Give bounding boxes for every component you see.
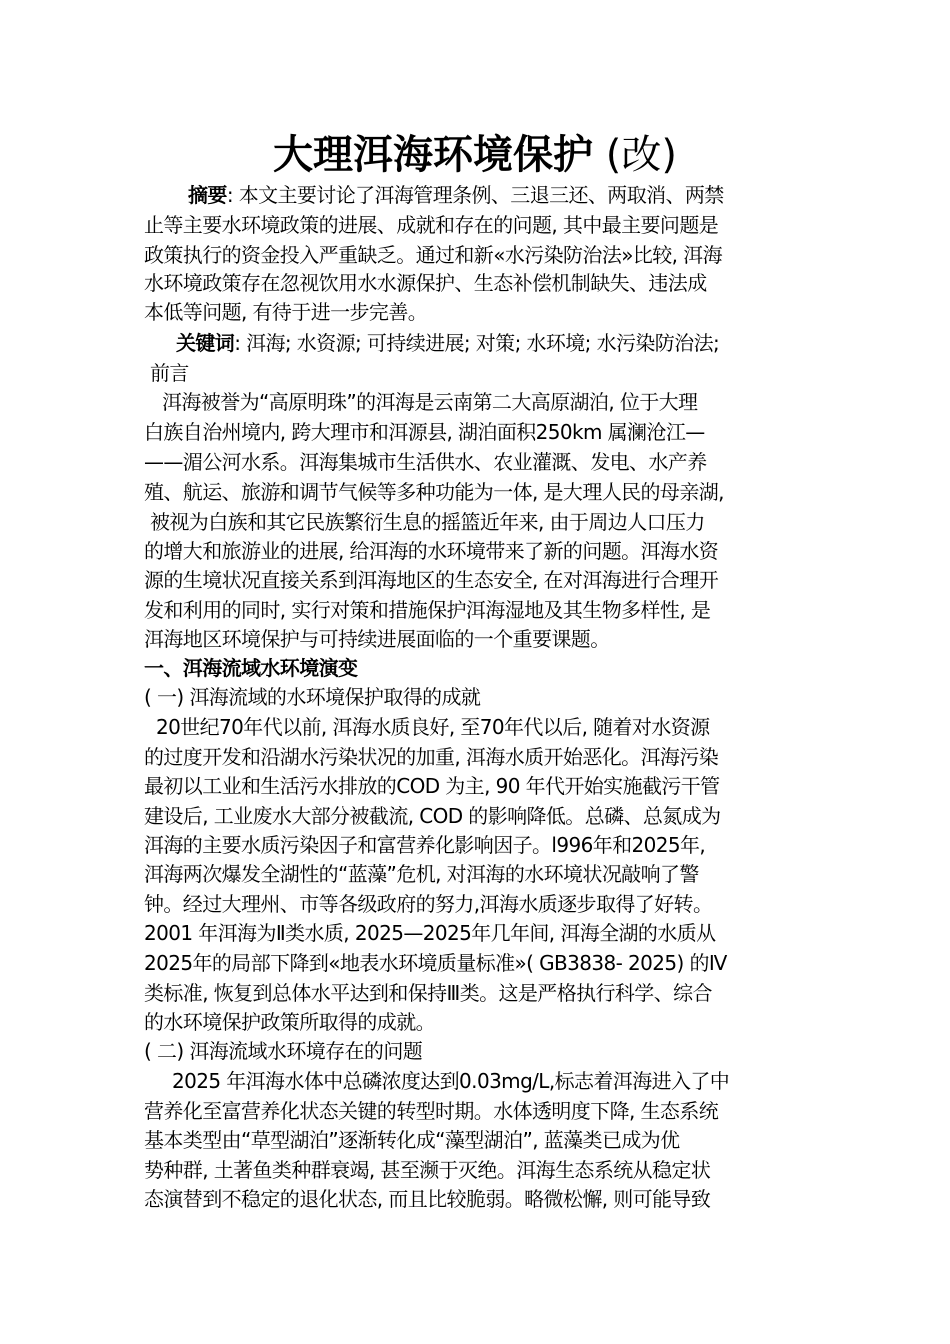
- subsection-line: 基本类型由“草型湖泊”逐渐转化成“藻型湖泊”, 蓝藻类已成为优: [144, 1128, 680, 1152]
- keywords-line: [176, 328, 719, 358]
- document-title: [0, 128, 950, 182]
- preface-line: 洱海被誉为“高原明珠”的洱海是云南第二大高原湖泊, 位于大理: [162, 390, 698, 414]
- preface-line: 被视为白族和其它民族繁衍生息的摇篮近年来, 由于周边人口压力: [150, 510, 705, 534]
- subsection-heading: ( 一) 洱海流域的水环境保护取得的成就: [144, 685, 481, 709]
- preface-line: 白族自治州境内, 跨大理市和洱源县, 湖泊面积250km 属澜沧江—: [144, 420, 705, 444]
- preface-line: 源的生境状况直接关系到洱海地区的生态安全, 在对洱海进行合理开: [144, 568, 719, 592]
- section-heading: 一、洱海流域水环境演变: [144, 656, 358, 680]
- subsection-line: 钟。经过大理州、市等各级政府的努力,洱海水质逐步取得了好转。: [144, 892, 713, 916]
- subsection-line: 的过度开发和沿湖水污染状况的加重, 洱海水质开始恶化。洱海污染: [144, 745, 719, 769]
- subsection-heading: ( 二) 洱海流域水环境存在的问题: [144, 1039, 423, 1063]
- subsection-line: 20世纪70年代以前, 洱海水质良好, 至70年代以后, 随着对水资源: [156, 715, 710, 739]
- preface-line: 的增大和旅游业的进展, 给洱海的水环境带来了新的问题。洱海水资: [144, 539, 719, 563]
- subsection-line: 2025年的局部下降到«地表水环境质量标准»( GB3838- 2025) 的Ⅳ: [144, 951, 727, 975]
- preface-line: 殖、航运、旅游和调节气候等多种功能为一体, 是大理人民的母亲湖,: [144, 480, 724, 504]
- preface-line: 洱海地区环境保护与可持续进展面临的一个重要课题。: [144, 627, 610, 651]
- abstract-line: 水环境政策存在忽视饮用水水源保护、生态补偿机制缺失、违法成: [144, 271, 707, 295]
- abstract-line: 止等主要水环境政策的进展、成就和存在的问题, 其中最主要问题是: [144, 213, 719, 237]
- subsection-line: 2001 年洱海为Ⅱ类水质, 2025—2025年几年间, 洱海全湖的水质从: [144, 921, 716, 945]
- preface-line: 发和利用的同时, 实行对策和措施保护洱海湿地及其生物多样性, 是: [144, 598, 711, 622]
- abstract-line: 摘要: 本文主要讨论了洱海管理条例、三退三还、两取消、两禁: [188, 183, 724, 207]
- title-suffix: (改): [593, 132, 677, 178]
- subsection-line: 态演替到不稳定的退化状态, 而且比较脆弱。略微松懈, 则可能导致: [144, 1187, 711, 1211]
- preface-line: ——湄公河水系。洱海集城市生活供水、农业灌溉、发电、水产养: [144, 450, 707, 474]
- keywords-label: 关键词: [176, 331, 235, 355]
- subsection-line: 2025 年洱海水体中总磷浓度达到0.03mg/L,标志着洱海进入了中: [172, 1069, 730, 1093]
- subsection-line: 最初以工业和生活污水排放的COD 为主, 90 年代开始实施截污干管: [144, 774, 720, 798]
- subsection-line: 洱海两次爆发全湖性的“蓝藻”危机, 对洱海的水环境状况敲响了警: [144, 862, 699, 886]
- subsection-line: 的水环境保护政策所取得的成就。: [144, 1010, 435, 1034]
- preface-heading: 前言: [150, 361, 189, 385]
- subsection-line: 洱海的主要水质污染因子和富营养化影响因子。l996年和2025年,: [144, 833, 706, 857]
- keywords-text: : 洱海; 水资源; 可持续进展; 对策; 水环境; 水污染防治法;: [234, 331, 720, 355]
- subsection-line: 类标准, 恢复到总体水平达到和保持Ⅲ类。这是严格执行科学、综合: [144, 981, 712, 1005]
- abstract-line: 政策执行的资金投入严重缺乏。通过和新«水污染防治法»比较, 洱海: [144, 243, 722, 267]
- abstract-label: 摘要: [188, 183, 227, 207]
- subsection-line: 势种群, 土著鱼类种群衰竭, 甚至濒于灭绝。洱海生态系统从稳定状: [144, 1158, 711, 1182]
- subsection-line: 建设后, 工业废水大部分被截流, COD 的影响降低。总磷、总氮成为: [144, 804, 721, 828]
- subsection-line: 营养化至富营养化状态关键的转型时期。水体透明度下降, 生态系统: [144, 1099, 719, 1123]
- title-main: 大理洱海环境保护: [273, 132, 594, 178]
- abstract-line: 本低等问题, 有待于进一步完善。: [144, 300, 428, 324]
